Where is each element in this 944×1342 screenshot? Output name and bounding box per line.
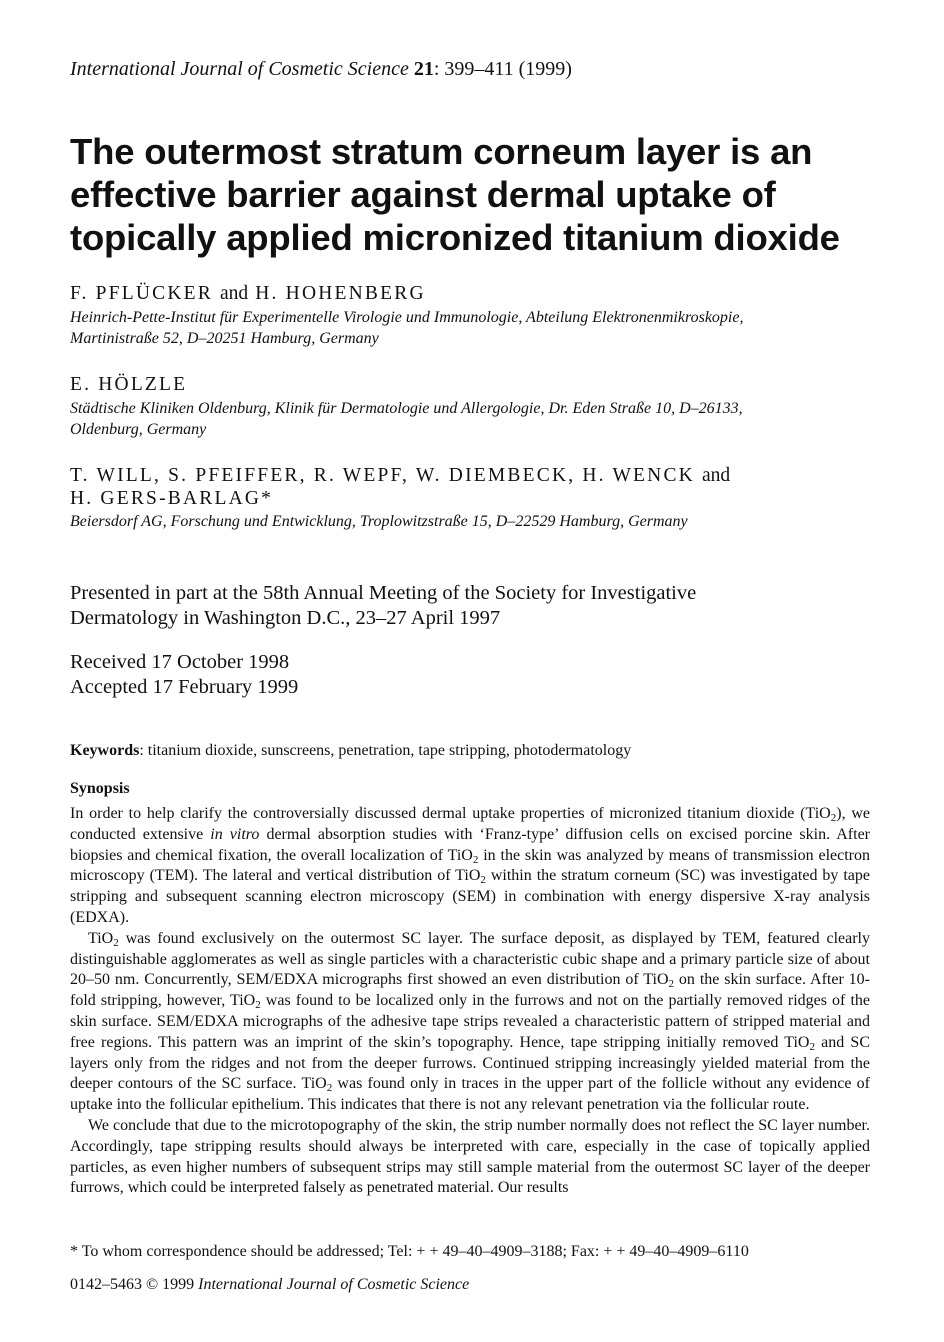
author-names-cont: H. GERS-BARLAG* (70, 488, 274, 509)
author-group-1 (70, 283, 870, 349)
author-names: E. HÖLZLE (70, 374, 188, 395)
keywords (70, 742, 870, 760)
synopsis-paragraph-3: We conclude that due to the microtopography of the skin, the strip number normally does not reflect the SC layer number. Accordingly, tape stripping results should always be interpreted with care, especially in the case of topically applied particles, as even higher numbers of subsequent strips may still sample material from the outermost SC layer of the deeper furrows, which could be interpreted falsely as penetrated material. Our results (70, 1116, 870, 1197)
journal-citation (70, 58, 572, 81)
author-names: F. PFLÜCKER and H. HOHENBERG (70, 283, 426, 304)
keywords-text: : titanium dioxide, sunscreens, penetration, tape stripping, photodermatology (139, 742, 632, 759)
presented-note: Presented in part at the 58th Annual Meeting of the Society for Investigative Dermatology in Washington D.C., 23–27 April 1997 (70, 582, 697, 629)
accepted-date: Accepted 17 February 1999 (70, 676, 299, 698)
author-group-3 (70, 465, 870, 532)
title-line-2: effective barrier against dermal uptake of (70, 174, 776, 215)
synopsis-body (70, 804, 870, 1199)
journal-name: International Journal of Cosmetic Science (70, 58, 409, 80)
journal-volume: 21 (413, 58, 434, 80)
copyright-line: 0142–5463 © 1999 International Journal of Cosmetic Science (70, 1276, 470, 1293)
title-line-3: topically applied micronized titanium dioxide (70, 217, 840, 258)
synopsis-heading: Synopsis (70, 780, 130, 797)
synopsis-paragraph-1: In order to help clarify the controversially discussed dermal uptake properties of micronized titanium dioxide (TiO$_2$), we conducted extensive in vitro dermal absorption studies with ‘Franz-type’ diffusion cells on excised porcine skin. After biopsies and chemical fixation, the overall localization of TiO$_2$ in the skin was analyzed by means of transmission electron microscopy (TEM). The lateral and vertical distribution of TiO$_2$ within the stratum corneum (SC) was investigated by tape stripping and subsequent scanning electron microscopy (SEM) in combination with energy dispersive X-ray analysis (EDXA). (70, 805, 871, 926)
correspondence-footnote: * To whom correspondence should be addressed; Tel: + + 49–40–4909–3188; Fax: + + 49–40–4909–6110 (70, 1243, 749, 1260)
dates (70, 650, 870, 700)
title-line-1: The outermost stratum corneum layer is an (70, 131, 813, 172)
article-title (70, 130, 870, 259)
author-group-2 (70, 374, 870, 440)
synopsis-paragraph-2: TiO$_2$ was found exclusively on the outermost SC layer. The surface deposit, as displayed by TEM, featured clearly distinguishable agglomerates as well as single particles with a characteristic cubic shape and a primary particle size of about 20–50 nm. Concurrently, SEM/EDXA micrographs first showed an even distribution of TiO$_2$ on the skin surface. After 10-fold stripping, however, TiO$_2$ was found to be localized only in the furrows and not on the partially removed ridges of the skin surface. SEM/EDXA micrographs of the adhesive tape strips revealed a characteristic pattern of stripped material and free regions. This pattern was an imprint of the skin’s topography. Hence, tape stripping initially removed TiO$_2$ and SC layers only from the ridges and not from the deeper furrows. Continued stripping increasingly yielded material from the deeper contours of the SC surface. TiO$_2$ was found only in traces in the upper part of the follicle without any evidence of uptake into the follicular epithelium. This indicates that there is not any relevant penetration via the follicular route. (70, 929, 871, 1114)
affiliation: Heinrich-Pette-Institut für Experimentelle Virologie und Immunologie, Abteilung Elektronenmikroskopie, Martinistraße 52, D–20251 Hamburg, Germany (70, 309, 744, 347)
keywords-label: Keywords (70, 742, 140, 759)
affiliation: Städtische Kliniken Oldenburg, Klinik für Dermatologie und Allergologie, Dr. Eden Straße 10, D–26133, Oldenburg, Germany (70, 400, 743, 438)
affiliation: Beiersdorf AG, Forschung und Entwicklung, Troplowitzstraße 15, D–22529 Hamburg, Germany (70, 513, 688, 530)
author-names: T. WILL, S. PFEIFFER, R. WEPF, W. DIEMBECK, H. WENCK and (70, 465, 731, 486)
received-date: Received 17 October 1998 (70, 651, 290, 673)
journal-pages: : 399–411 (1999) (433, 58, 572, 80)
